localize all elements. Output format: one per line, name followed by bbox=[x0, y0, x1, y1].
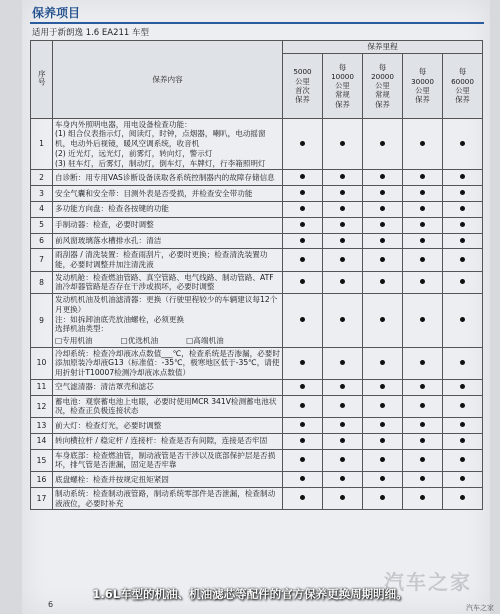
schedule-mark bbox=[403, 472, 443, 488]
schedule-mark bbox=[363, 347, 403, 379]
schedule-mark bbox=[283, 395, 323, 417]
schedule-mark bbox=[323, 249, 363, 271]
bullet-dot-icon bbox=[340, 403, 345, 408]
schedule-mark bbox=[403, 294, 443, 348]
schedule-mark bbox=[363, 233, 403, 249]
row-text: 发动机机油及机油滤清器：更换（行驶里程较少的车辆建议每12个月更换） 注：如拆卸油底壳放油螺栓，必须更换 选择机油类型： bbox=[55, 295, 278, 334]
schedule-mark bbox=[323, 233, 363, 249]
schedule-mark bbox=[323, 347, 363, 379]
schedule-mark bbox=[283, 472, 323, 488]
schedule-mark bbox=[403, 170, 443, 186]
bullet-dot-icon bbox=[420, 238, 425, 243]
row-content bbox=[53, 395, 283, 417]
schedule-mark bbox=[443, 449, 483, 471]
bullet-dot-icon bbox=[420, 422, 425, 427]
bullet-dot-icon bbox=[380, 438, 385, 443]
row-number: 7 bbox=[31, 249, 53, 271]
bullet-dot-icon bbox=[380, 422, 385, 427]
schedule-mark bbox=[443, 201, 483, 217]
row-content bbox=[53, 294, 283, 348]
row-text: 安全气囊和安全带：目测外表是否受损，并检查安全带功能 bbox=[55, 188, 253, 198]
schedule-mark bbox=[443, 118, 483, 170]
bullet-dot-icon bbox=[300, 279, 305, 284]
bullet-dot-icon bbox=[300, 206, 305, 211]
bullet-dot-icon bbox=[380, 457, 385, 462]
bullet-dot-icon bbox=[380, 174, 385, 179]
schedule-mark bbox=[283, 170, 323, 186]
bullet-dot-icon bbox=[460, 238, 465, 243]
schedule-mark bbox=[443, 395, 483, 417]
schedule-mark bbox=[443, 233, 483, 249]
image-caption: 1.6L车型的机油、机油滤芯等配件的官方保养更换周期明细。 bbox=[92, 587, 408, 601]
table-row bbox=[31, 271, 483, 293]
bullet-dot-icon bbox=[420, 174, 425, 179]
schedule-mark bbox=[443, 249, 483, 271]
schedule-mark bbox=[363, 118, 403, 170]
interval-header: 每 60000 公里 保养 bbox=[443, 53, 483, 118]
row-text: 车身底部：检查燃油管，制动液管是否干涉以及底部保护层是否损坏，排气管是否泄漏，固定是否牢靠 bbox=[55, 450, 276, 470]
row-number: 14 bbox=[31, 433, 53, 449]
schedule-mark bbox=[323, 433, 363, 449]
schedule-mark bbox=[323, 118, 363, 170]
schedule-mark bbox=[363, 271, 403, 293]
schedule-mark bbox=[283, 379, 323, 395]
bullet-dot-icon bbox=[340, 141, 345, 146]
bullet-dot-icon bbox=[460, 222, 465, 227]
bullet-dot-icon bbox=[300, 422, 305, 427]
row-text: 自诊断：用专用VAS诊断设备读取各系统控制器内的故障存储信息 bbox=[55, 172, 275, 182]
table-row bbox=[31, 379, 483, 395]
page-number: 6 bbox=[48, 600, 54, 609]
bullet-dot-icon bbox=[420, 476, 425, 481]
bullet-dot-icon bbox=[300, 360, 305, 365]
schedule-mark bbox=[363, 472, 403, 488]
bullet-dot-icon bbox=[460, 317, 465, 322]
bullet-dot-icon bbox=[340, 457, 345, 462]
schedule-mark bbox=[443, 472, 483, 488]
bullet-dot-icon bbox=[460, 206, 465, 211]
schedule-mark bbox=[443, 433, 483, 449]
interval-header: 每 10000 公里 常规 保养 bbox=[323, 53, 363, 118]
schedule-mark bbox=[443, 487, 483, 509]
schedule-mark bbox=[323, 395, 363, 417]
table-row bbox=[31, 418, 483, 434]
bullet-dot-icon bbox=[380, 190, 385, 195]
bullet-dot-icon bbox=[340, 384, 345, 389]
bullet-dot-icon bbox=[460, 141, 465, 146]
schedule-mark bbox=[323, 487, 363, 509]
row-number: 16 bbox=[31, 472, 53, 488]
row-text: 车身内外照明电器，用电设备检查功能： (1) 组合仪表指示灯，阅读灯，时钟，点烟器，喇叭，电动摇窗机，电动外后视镜，暖风空调系统，收音机 (2) 近光灯，远光灯，前雾灯，转向灯，警示灯 (3) 驻车灯，后雾灯，制动灯，倒车灯，车牌灯，行李箱照明灯 bbox=[55, 119, 266, 168]
row-content bbox=[53, 271, 283, 293]
bullet-dot-icon bbox=[300, 222, 305, 227]
schedule-mark bbox=[283, 433, 323, 449]
bullet-dot-icon bbox=[460, 422, 465, 427]
schedule-mark bbox=[363, 395, 403, 417]
row-number: 11 bbox=[31, 379, 53, 395]
table-row bbox=[31, 472, 483, 488]
table-row bbox=[31, 449, 483, 471]
row-number: 12 bbox=[31, 395, 53, 417]
bullet-dot-icon bbox=[420, 403, 425, 408]
col-content-header: 保养内容 bbox=[53, 41, 283, 119]
row-content bbox=[53, 347, 283, 379]
row-content bbox=[53, 233, 283, 249]
maintenance-table bbox=[30, 40, 483, 510]
schedule-mark bbox=[363, 449, 403, 471]
row-number: 5 bbox=[31, 217, 53, 233]
schedule-mark bbox=[323, 186, 363, 202]
bullet-dot-icon bbox=[460, 476, 465, 481]
schedule-mark bbox=[363, 201, 403, 217]
table-row bbox=[31, 186, 483, 202]
schedule-mark bbox=[403, 418, 443, 434]
schedule-mark bbox=[283, 487, 323, 509]
table-row bbox=[31, 249, 483, 271]
bullet-dot-icon bbox=[300, 238, 305, 243]
bullet-dot-icon bbox=[460, 457, 465, 462]
bullet-dot-icon bbox=[420, 257, 425, 262]
row-text: 底盘螺栓：检查并按规定扭矩紧固 bbox=[55, 474, 169, 484]
table-row bbox=[31, 487, 483, 509]
model-subtitle: 适用于新朗逸 1.6 EA211 车型 bbox=[32, 28, 150, 38]
schedule-mark bbox=[283, 449, 323, 471]
schedule-mark bbox=[363, 379, 403, 395]
bullet-dot-icon bbox=[300, 384, 305, 389]
row-number: 17 bbox=[31, 487, 53, 509]
bullet-dot-icon bbox=[380, 206, 385, 211]
bullet-dot-icon bbox=[300, 317, 305, 322]
bullet-dot-icon bbox=[340, 476, 345, 481]
schedule-mark bbox=[403, 186, 443, 202]
schedule-mark bbox=[363, 418, 403, 434]
schedule-mark bbox=[283, 249, 323, 271]
table-row bbox=[31, 201, 483, 217]
schedule-mark bbox=[363, 170, 403, 186]
schedule-mark bbox=[283, 217, 323, 233]
schedule-mark bbox=[403, 217, 443, 233]
bullet-dot-icon bbox=[300, 438, 305, 443]
bullet-dot-icon bbox=[460, 279, 465, 284]
bullet-dot-icon bbox=[420, 141, 425, 146]
bullet-dot-icon bbox=[420, 384, 425, 389]
table-row bbox=[31, 170, 483, 186]
bullet-dot-icon bbox=[420, 206, 425, 211]
bullet-dot-icon bbox=[460, 403, 465, 408]
bullet-dot-icon bbox=[420, 190, 425, 195]
table-row bbox=[31, 294, 483, 348]
row-text: 多功能方向盘：检查各按键的功能 bbox=[55, 204, 169, 214]
bullet-dot-icon bbox=[460, 438, 465, 443]
bullet-dot-icon bbox=[300, 190, 305, 195]
schedule-mark bbox=[283, 118, 323, 170]
bullet-dot-icon bbox=[380, 360, 385, 365]
bullet-dot-icon bbox=[420, 457, 425, 462]
row-content bbox=[53, 201, 283, 217]
bullet-dot-icon bbox=[340, 317, 345, 322]
interval-header: 每 30000 公里 保养 bbox=[403, 53, 443, 118]
row-text: 制动系统：检查制动液管路，制动系统零部件是否泄漏，检查制动液液位，必要时补充 bbox=[55, 488, 276, 508]
schedule-mark bbox=[323, 201, 363, 217]
row-number: 6 bbox=[31, 233, 53, 249]
schedule-mark bbox=[403, 249, 443, 271]
schedule-mark bbox=[443, 418, 483, 434]
bullet-dot-icon bbox=[300, 257, 305, 262]
row-text: 空气滤清器：清洁罩壳和滤芯 bbox=[55, 382, 154, 392]
col-group-header: 保养里程 bbox=[283, 41, 483, 54]
row-number: 4 bbox=[31, 201, 53, 217]
row-number: 10 bbox=[31, 347, 53, 379]
bullet-dot-icon bbox=[420, 279, 425, 284]
header-rule bbox=[30, 22, 484, 24]
bullet-dot-icon bbox=[300, 174, 305, 179]
row-text: 雨刮器 / 清洗装置：检查雨刮片，必要时更换；检查清洗装置功能，必要时调整并加注清洗液 bbox=[55, 250, 268, 270]
schedule-mark bbox=[443, 347, 483, 379]
schedule-mark bbox=[443, 217, 483, 233]
schedule-mark bbox=[443, 271, 483, 293]
bullet-dot-icon bbox=[340, 222, 345, 227]
row-text: 前大灯：检查灯光，必要时调整 bbox=[55, 420, 162, 430]
schedule-mark bbox=[283, 418, 323, 434]
schedule-mark bbox=[403, 201, 443, 217]
row-content bbox=[53, 418, 283, 434]
schedule-mark bbox=[403, 395, 443, 417]
bullet-dot-icon bbox=[380, 222, 385, 227]
bullet-dot-icon bbox=[380, 476, 385, 481]
schedule-mark bbox=[403, 233, 443, 249]
schedule-mark bbox=[363, 294, 403, 348]
schedule-mark bbox=[363, 186, 403, 202]
section-title: 保养项目 bbox=[32, 6, 81, 20]
row-text: 发动机舱：检查燃油管路、真空管路、电气线路、制动管路、ATF油冷却器管路是否存在干涉或损坏，必要时调整 bbox=[55, 272, 274, 292]
schedule-mark bbox=[323, 472, 363, 488]
schedule-mark bbox=[283, 294, 323, 348]
schedule-mark bbox=[443, 170, 483, 186]
bullet-dot-icon bbox=[340, 438, 345, 443]
row-number: 9 bbox=[31, 294, 53, 348]
watermark-small: 汽车之家 bbox=[466, 604, 494, 612]
bullet-dot-icon bbox=[300, 476, 305, 481]
schedule-mark bbox=[283, 347, 323, 379]
schedule-mark bbox=[283, 233, 323, 249]
bullet-dot-icon bbox=[380, 384, 385, 389]
bullet-dot-icon bbox=[300, 495, 305, 500]
table-row bbox=[31, 433, 483, 449]
row-text: 蓄电池：观察蓄电池上电眼，必要时使用MCR 341V检测蓄电池状况，检查正负极连接状态 bbox=[55, 396, 277, 416]
schedule-mark bbox=[363, 217, 403, 233]
col-seq-header: 序号 bbox=[31, 41, 53, 119]
row-content bbox=[53, 118, 283, 170]
document-page bbox=[22, 0, 490, 614]
row-text: 转向横拉杆 / 稳定杆 / 连接杆：检查是否有间隙，连接是否牢固 bbox=[55, 436, 268, 446]
bullet-dot-icon bbox=[420, 317, 425, 322]
interval-header: 每 20000 公里 常规 保养 bbox=[363, 53, 403, 118]
bullet-dot-icon bbox=[420, 222, 425, 227]
bullet-dot-icon bbox=[340, 190, 345, 195]
schedule-mark bbox=[323, 217, 363, 233]
row-content bbox=[53, 249, 283, 271]
bullet-dot-icon bbox=[460, 257, 465, 262]
bullet-dot-icon bbox=[340, 206, 345, 211]
row-number: 3 bbox=[31, 186, 53, 202]
row-content bbox=[53, 472, 283, 488]
row-content bbox=[53, 217, 283, 233]
bullet-dot-icon bbox=[340, 360, 345, 365]
schedule-mark bbox=[403, 487, 443, 509]
schedule-mark bbox=[363, 487, 403, 509]
bullet-dot-icon bbox=[460, 384, 465, 389]
schedule-mark bbox=[323, 418, 363, 434]
table-row bbox=[31, 217, 483, 233]
bullet-dot-icon bbox=[460, 190, 465, 195]
row-text: 手制动器：检查，必要时调整 bbox=[55, 220, 154, 230]
schedule-mark bbox=[403, 449, 443, 471]
row-text: 前风窗玻璃落水槽排水孔：清洁 bbox=[55, 236, 162, 246]
bullet-dot-icon bbox=[460, 174, 465, 179]
row-number: 15 bbox=[31, 449, 53, 471]
schedule-mark bbox=[283, 186, 323, 202]
bullet-dot-icon bbox=[340, 422, 345, 427]
schedule-mark bbox=[363, 249, 403, 271]
schedule-mark bbox=[443, 186, 483, 202]
row-text: 冷却系统：检查冷却液冰点数值___℃，检查系统是否渗漏，必要时添加原装冷却液G13（标准值：-35℃，极寒地区低于-35℃，请使用折射计T10007检测冷却液冰点数值） bbox=[55, 348, 280, 378]
row-content bbox=[53, 433, 283, 449]
bullet-dot-icon bbox=[340, 495, 345, 500]
bullet-dot-icon bbox=[340, 279, 345, 284]
table-row bbox=[31, 347, 483, 379]
row-number: 13 bbox=[31, 418, 53, 434]
schedule-mark bbox=[403, 433, 443, 449]
bullet-dot-icon bbox=[380, 257, 385, 262]
bullet-dot-icon bbox=[300, 457, 305, 462]
row-number: 1 bbox=[31, 118, 53, 170]
table-row bbox=[31, 118, 483, 170]
bullet-dot-icon bbox=[380, 238, 385, 243]
schedule-mark bbox=[283, 201, 323, 217]
schedule-mark bbox=[283, 271, 323, 293]
schedule-mark bbox=[323, 170, 363, 186]
bullet-dot-icon bbox=[460, 495, 465, 500]
schedule-mark bbox=[403, 118, 443, 170]
bullet-dot-icon bbox=[420, 360, 425, 365]
bullet-dot-icon bbox=[420, 438, 425, 443]
bullet-dot-icon bbox=[340, 174, 345, 179]
oil-type-checkbox: □专用机油 bbox=[55, 336, 93, 346]
table-row bbox=[31, 233, 483, 249]
schedule-mark bbox=[403, 271, 443, 293]
bullet-dot-icon bbox=[340, 238, 345, 243]
row-content bbox=[53, 449, 283, 471]
row-content bbox=[53, 487, 283, 509]
row-number: 2 bbox=[31, 170, 53, 186]
table-row bbox=[31, 395, 483, 417]
watermark-logo: 汽车之家 bbox=[384, 570, 472, 594]
bullet-dot-icon bbox=[380, 495, 385, 500]
bullet-dot-icon bbox=[420, 495, 425, 500]
bullet-dot-icon bbox=[380, 403, 385, 408]
oil-type-checkbox: □优选机油 bbox=[120, 336, 159, 346]
bullet-dot-icon bbox=[300, 141, 305, 146]
bullet-dot-icon bbox=[380, 141, 385, 146]
schedule-mark bbox=[443, 379, 483, 395]
schedule-mark bbox=[363, 433, 403, 449]
schedule-mark bbox=[403, 379, 443, 395]
schedule-mark bbox=[323, 271, 363, 293]
row-number: 8 bbox=[31, 271, 53, 293]
schedule-mark bbox=[403, 347, 443, 379]
schedule-mark bbox=[443, 294, 483, 348]
schedule-mark bbox=[323, 449, 363, 471]
bullet-dot-icon bbox=[460, 360, 465, 365]
bullet-dot-icon bbox=[300, 403, 305, 408]
bullet-dot-icon bbox=[380, 279, 385, 284]
oil-type-checkbox: □高端机油 bbox=[186, 336, 224, 346]
interval-header: 5000 公里 首次 保养 bbox=[283, 53, 323, 118]
schedule-mark bbox=[323, 379, 363, 395]
bullet-dot-icon bbox=[380, 317, 385, 322]
row-content bbox=[53, 379, 283, 395]
bullet-dot-icon bbox=[340, 257, 345, 262]
schedule-mark bbox=[323, 294, 363, 348]
row-content bbox=[53, 186, 283, 202]
row-content bbox=[53, 170, 283, 186]
